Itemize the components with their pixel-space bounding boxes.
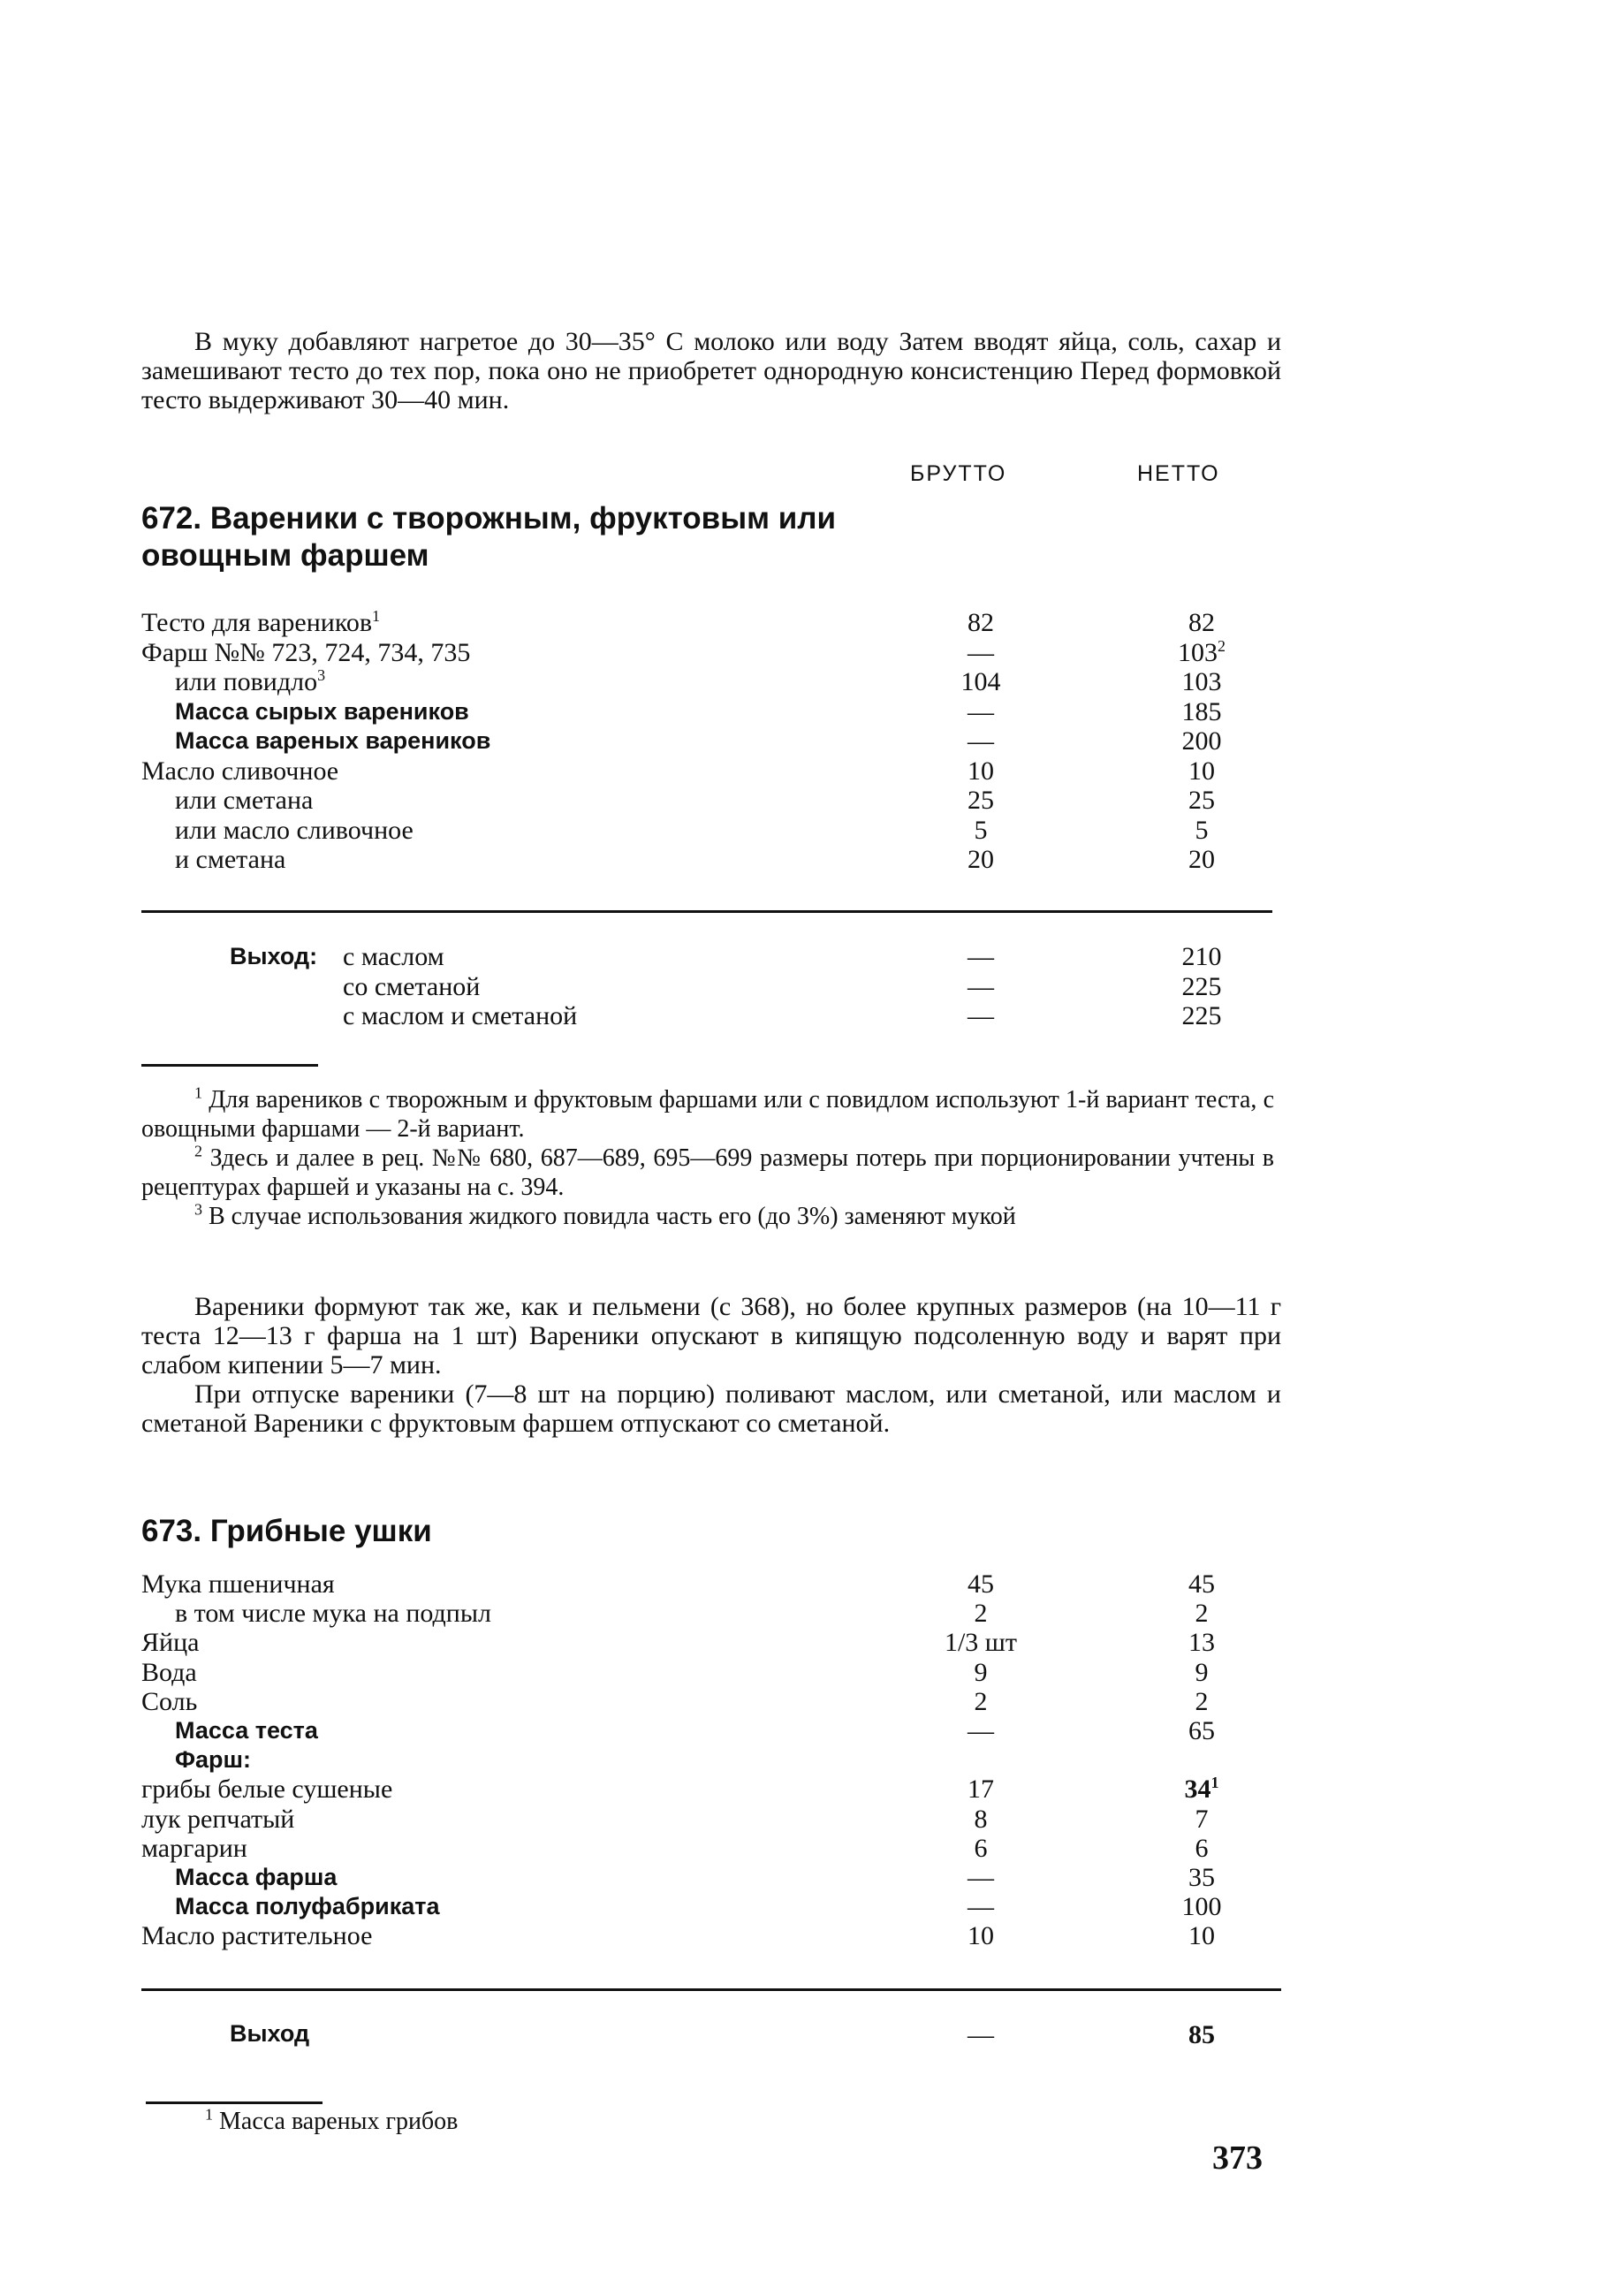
table-row [141,1569,1272,1599]
ingredient-label: Мука пшеничная [141,1569,335,1599]
ingredient-label: Масса теста [175,1716,318,1744]
netto-value: 185 [1181,696,1222,726]
netto-value: 6 [1195,1833,1209,1863]
table-row [141,667,1272,697]
table-row [141,1599,1272,1628]
brutto-value: 45 [968,1569,994,1599]
netto-value: 13 [1188,1628,1215,1658]
netto-value: 2 [1195,1599,1209,1629]
ingredient-label: в том числе мука на подпыл [175,1599,491,1629]
ingredient-label: Соль [141,1686,198,1716]
ingredient-label: Фарш №№ 723, 724, 734, 735 [141,637,471,667]
brutto-value: — [968,971,994,1001]
netto-value: 82 [1188,608,1215,637]
ingredient-label: Вода [141,1657,197,1687]
footnote-mushroom: $^1$ Масса вареных грибов [205,2105,459,2135]
brutto-value: — [968,637,994,667]
netto-value: 100 [1181,1892,1222,1922]
brutto-value: 10 [968,756,994,786]
brutto-value: 82 [968,608,994,637]
yield-variant: с маслом [343,942,444,971]
ingredient-label: или повидло$^3$ [175,666,326,696]
table-row [141,726,1272,756]
ingredient-label: Масса вареных вареников [175,727,491,754]
ingredient-label: или масло сливочное [175,815,414,845]
brutto-value: — [968,942,994,971]
brutto-value: 2 [974,1599,988,1629]
footnote-divider [146,2101,323,2104]
ingredient-label: или сметана [175,786,314,815]
netto-value: 225 [1181,971,1222,1001]
table-row [141,1834,1272,1863]
table-row [141,845,1272,875]
netto-value: 5 [1195,815,1209,845]
table-row [141,1687,1272,1716]
brutto-value: — [968,726,994,756]
brutto-value: 10 [968,1921,994,1951]
ingredient-label: Масло растительное [141,1921,373,1951]
brutto-value: 17 [968,1775,994,1805]
recipe-672-title: 672. Вареники с творожным, фруктовым или овощным фаршем [141,501,836,573]
table-row [141,786,1272,816]
recipe-672-method [141,1292,1281,1438]
footnote-2: $^2$ Здесь и далее в рец. №№ 680, 687—689, 695—699 размеры потерь при порционировании учтены в рецептурах фаршей и указаны на с. 394. [141,1142,1274,1201]
netto-value: 35 [1188,1862,1215,1892]
table-row [141,1921,1272,1950]
footnote-1: $^1$ Для вареников с творожным и фруктовым фаршами или с повидлом используют 1-й вариант теста, с овощными фаршами — 2-й вариант. [141,1083,1274,1143]
ingredient-label: Масса фарша [175,1863,338,1890]
ingredient-label: Яйца [141,1628,200,1658]
recipe-673-title: 673. Грибные ушки [141,1514,432,1548]
netto-value: 25 [1188,786,1215,815]
recipe-672-ingredients-table [141,608,1272,875]
table-row [141,1892,1272,1921]
method-paragraph: Вареники формуют так же, как и пельмени (с 368), но более крупных размеров (на 10—11 г теста 12—13 г фарша на 1 шт) Вареники опускают в кипящую подсоленную воду и варят при слабом кипении 5—7 мин. [141,1292,1281,1379]
ingredient-label: и сметана [175,845,286,874]
netto-value: 10 [1188,1921,1215,1951]
table-row [141,1658,1272,1687]
yield-variant: с маслом и сметаной [343,1001,578,1030]
brutto-value: — [968,2020,994,2049]
netto-value: 200 [1181,726,1222,756]
table-row [141,1716,1272,1745]
brutto-value: 8 [974,1804,988,1834]
serving-paragraph: При отпуске вареники (7—8 шт на порцию) поливают маслом, или сметаной, или маслом и сметаной Вареники с фруктовым фаршем отпускают со сметаной. [141,1379,1281,1438]
brutto-value: 1/3 шт [944,1628,1018,1658]
brutto-value: 2 [974,1686,988,1716]
ingredient-label: Тесто для вареников$^1$ [141,607,381,637]
column-header-brutto: БРУТТО [910,461,1007,486]
brutto-value: — [968,1892,994,1922]
footnote-3: $^3$ В случае использования жидкого повидла часть его (до 3%) заменяют мукой [194,1200,1016,1230]
netto-value: 7 [1195,1804,1209,1834]
brutto-value: 25 [968,786,994,815]
yield-label: Выход: [230,943,318,969]
table-row [141,816,1272,846]
brutto-value: 6 [974,1833,988,1863]
table-row [141,756,1272,787]
netto-value: 45 [1188,1569,1215,1599]
footnote-divider [141,1064,318,1067]
netto-value: 10 [1188,756,1215,786]
ingredient-label: Фарш: [175,1746,252,1774]
table-row [141,1775,1272,1804]
brutto-value: — [968,696,994,726]
netto-value: $34^1$ [1184,1774,1219,1805]
table-divider [141,1988,1281,1991]
netto-value: 2 [1195,1686,1209,1716]
table-row [141,1863,1272,1892]
recipe-672-yield [230,942,1272,1031]
netto-value: 65 [1188,1715,1215,1745]
brutto-value: — [968,1001,994,1030]
brutto-value: — [968,1862,994,1892]
table-row [230,942,1272,972]
netto-value: $103^2$ [1178,636,1226,667]
yield-variant: со сметаной [343,971,481,1001]
table-row [141,608,1272,638]
netto-value: 210 [1181,942,1222,971]
ingredient-label: Масса сырых вареников [175,697,469,725]
netto-value: 225 [1181,1001,1222,1030]
ingredient-label: Масло сливочное [141,756,339,786]
netto-value: 85 [1188,2020,1215,2049]
ingredient-label: лук репчатый [141,1804,295,1834]
recipe-673-ingredients-table [141,1569,1272,1950]
table-row [141,1805,1272,1834]
brutto-value: — [968,1715,994,1745]
brutto-value: 20 [968,845,994,874]
table-row [141,1628,1272,1657]
brutto-value: 5 [974,815,988,845]
netto-value: 20 [1188,845,1215,874]
column-header-netto: НЕТТО [1137,461,1220,486]
table-row [230,1001,1272,1031]
table-divider [141,910,1272,913]
intro-paragraph: В муку добавляют нагретое до 30—35° С молоко или воду Затем вводят яйца, соль, сахар и замешивают тесто до тех пор, пока оно не приобретет однородную консистенцию Перед формовкой тесто выдерживают 30—40 мин. [141,327,1281,414]
brutto-value: 9 [974,1657,988,1687]
table-row [141,638,1272,668]
ingredient-label: грибы белые сушеные [141,1775,393,1805]
yield-label: Выход [230,2020,310,2047]
netto-value: 9 [1195,1657,1209,1687]
page-number: 373 [1212,2139,1263,2177]
table-row [141,697,1272,727]
ingredient-label: Масса полуфабриката [175,1893,440,1920]
netto-value: 103 [1181,667,1222,696]
table-row [141,1745,1272,1775]
brutto-value: 104 [960,667,1001,696]
table-row [230,972,1272,1002]
ingredient-label: маргарин [141,1833,247,1863]
